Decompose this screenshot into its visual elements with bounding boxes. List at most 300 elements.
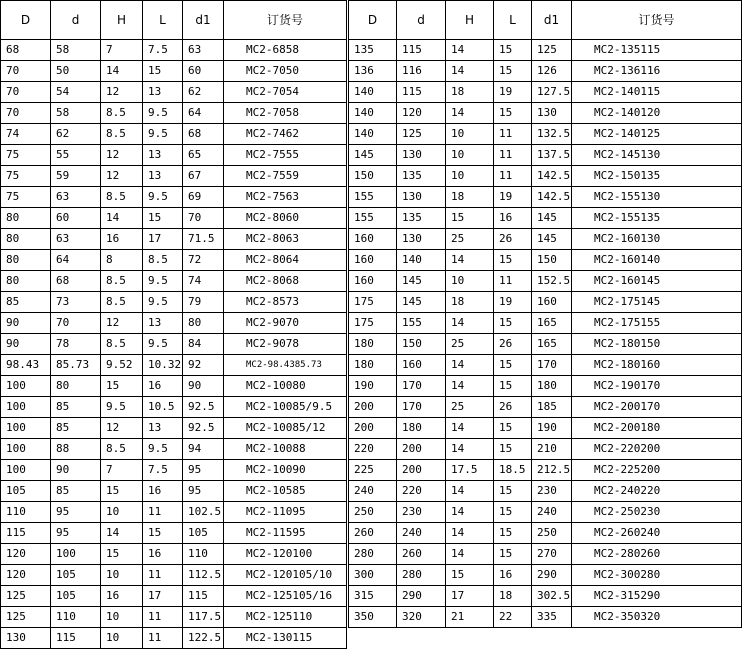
cell-H: 7 <box>101 40 143 61</box>
cell-D: 140 <box>349 103 397 124</box>
cell-D: 160 <box>349 271 397 292</box>
cell-d: 59 <box>51 166 101 187</box>
cell-H: 8.5 <box>101 292 143 313</box>
cell-d: 110 <box>51 607 101 628</box>
cell-d: 85 <box>51 481 101 502</box>
cell-H: 8.5 <box>101 124 143 145</box>
cell-d: 100 <box>51 544 101 565</box>
cell-d1: 62 <box>183 82 224 103</box>
cell-L: 9.5 <box>143 292 183 313</box>
cell-order-number: MC2-7050 <box>224 61 347 82</box>
cell-D: 136 <box>349 61 397 82</box>
cell-d: 260 <box>397 544 446 565</box>
table-row <box>349 103 742 124</box>
cell-d: 240 <box>397 523 446 544</box>
cell-D: 110 <box>1 502 51 523</box>
table-row <box>1 397 347 418</box>
cell-H: 15 <box>446 565 494 586</box>
cell-d1: 137.5 <box>532 145 572 166</box>
cell-H: 12 <box>101 145 143 166</box>
cell-d1: 69 <box>183 187 224 208</box>
cell-order-number: MC2-315290 <box>572 586 742 607</box>
cell-d1: 145 <box>532 229 572 250</box>
cell-L: 15 <box>494 523 532 544</box>
cell-d1: 110 <box>183 544 224 565</box>
cell-d1: 130 <box>532 103 572 124</box>
cell-L: 15 <box>143 208 183 229</box>
cell-order-number: MC2-155135 <box>572 208 742 229</box>
cell-H: 15 <box>101 544 143 565</box>
cell-H: 8.5 <box>101 187 143 208</box>
cell-H: 16 <box>101 586 143 607</box>
cell-H: 8.5 <box>101 439 143 460</box>
header-H: H <box>101 1 143 40</box>
cell-d: 135 <box>397 208 446 229</box>
cell-d: 290 <box>397 586 446 607</box>
cell-d: 85 <box>51 418 101 439</box>
cell-H: 15 <box>101 376 143 397</box>
cell-H: 21 <box>446 607 494 628</box>
cell-D: 98.43 <box>1 355 51 376</box>
cell-D: 315 <box>349 586 397 607</box>
table-row <box>1 250 347 271</box>
cell-H: 14 <box>446 544 494 565</box>
cell-order-number: MC2-125105/16 <box>224 586 347 607</box>
cell-d1: 160 <box>532 292 572 313</box>
cell-d: 80 <box>51 376 101 397</box>
cell-L: 11 <box>494 124 532 145</box>
cell-d: 85 <box>51 397 101 418</box>
cell-H: 9.52 <box>101 355 143 376</box>
cell-D: 140 <box>349 124 397 145</box>
cell-H: 10 <box>101 502 143 523</box>
table-row <box>349 166 742 187</box>
table-row <box>349 292 742 313</box>
cell-D: 90 <box>1 334 51 355</box>
cell-L: 19 <box>494 82 532 103</box>
cell-order-number: MC2-7555 <box>224 145 347 166</box>
cell-D: 100 <box>1 439 51 460</box>
cell-d1: 117.5 <box>183 607 224 628</box>
table-row <box>349 250 742 271</box>
header-L: L <box>494 1 532 40</box>
cell-L: 15 <box>143 61 183 82</box>
cell-order-number: MC2-150135 <box>572 166 742 187</box>
cell-L: 9.5 <box>143 187 183 208</box>
table-row <box>1 586 347 607</box>
cell-H: 12 <box>101 313 143 334</box>
cell-order-number: MC2-175145 <box>572 292 742 313</box>
cell-d1: 67 <box>183 166 224 187</box>
cell-d1: 94 <box>183 439 224 460</box>
cell-order-number: MC2-145130 <box>572 145 742 166</box>
cell-D: 140 <box>349 82 397 103</box>
cell-d1: 150 <box>532 250 572 271</box>
cell-d: 63 <box>51 187 101 208</box>
cell-order-number: MC2-11095 <box>224 502 347 523</box>
cell-d1: 185 <box>532 397 572 418</box>
cell-d: 200 <box>397 460 446 481</box>
table-row <box>1 628 347 649</box>
cell-L: 13 <box>143 82 183 103</box>
cell-L: 11 <box>143 565 183 586</box>
cell-d: 115 <box>397 82 446 103</box>
cell-d: 62 <box>51 124 101 145</box>
cell-D: 300 <box>349 565 397 586</box>
cell-H: 12 <box>101 82 143 103</box>
cell-d: 220 <box>397 481 446 502</box>
cell-order-number: MC2-10090 <box>224 460 347 481</box>
cell-L: 16 <box>143 481 183 502</box>
cell-d: 105 <box>51 565 101 586</box>
cell-H: 14 <box>446 61 494 82</box>
cell-order-number: MC2-140125 <box>572 124 742 145</box>
table-row <box>349 82 742 103</box>
table-row <box>1 229 347 250</box>
cell-D: 100 <box>1 397 51 418</box>
cell-D: 70 <box>1 61 51 82</box>
cell-H: 25 <box>446 334 494 355</box>
cell-D: 130 <box>1 628 51 649</box>
cell-order-number: MC2-160140 <box>572 250 742 271</box>
cell-d1: 102.5 <box>183 502 224 523</box>
table-row <box>1 82 347 103</box>
cell-H: 12 <box>101 166 143 187</box>
cell-d1: 105 <box>183 523 224 544</box>
cell-L: 16 <box>494 208 532 229</box>
table-row <box>1 523 347 544</box>
table-row <box>349 544 742 565</box>
cell-order-number: MC2-160145 <box>572 271 742 292</box>
cell-H: 25 <box>446 229 494 250</box>
table-row <box>1 481 347 502</box>
cell-D: 200 <box>349 418 397 439</box>
header-d1: d1 <box>183 1 224 40</box>
header-row <box>1 1 347 40</box>
cell-d: 130 <box>397 229 446 250</box>
cell-L: 9.5 <box>143 334 183 355</box>
cell-d1: 142.5 <box>532 187 572 208</box>
cell-order-number: MC2-8573 <box>224 292 347 313</box>
cell-d1: 63 <box>183 40 224 61</box>
table-row <box>349 481 742 502</box>
cell-L: 11 <box>143 628 183 649</box>
table-row <box>1 460 347 481</box>
cell-order-number: MC2-240220 <box>572 481 742 502</box>
cell-d1: 92 <box>183 355 224 376</box>
cell-d: 180 <box>397 418 446 439</box>
cell-L: 22 <box>494 607 532 628</box>
table-row <box>349 439 742 460</box>
cell-d1: 71.5 <box>183 229 224 250</box>
cell-order-number: MC2-190170 <box>572 376 742 397</box>
cell-d1: 240 <box>532 502 572 523</box>
cell-order-number: MC2-200180 <box>572 418 742 439</box>
cell-order-number: MC2-200170 <box>572 397 742 418</box>
table-row <box>349 376 742 397</box>
cell-L: 7.5 <box>143 40 183 61</box>
table-row <box>349 61 742 82</box>
cell-order-number: MC2-300280 <box>572 565 742 586</box>
cell-d1: 170 <box>532 355 572 376</box>
cell-L: 13 <box>143 145 183 166</box>
cell-d: 130 <box>397 145 446 166</box>
cell-L: 15 <box>494 61 532 82</box>
cell-D: 175 <box>349 292 397 313</box>
cell-d: 120 <box>397 103 446 124</box>
cell-order-number: MC2-260240 <box>572 523 742 544</box>
cell-H: 14 <box>446 523 494 544</box>
table-row <box>1 124 347 145</box>
cell-d1: 68 <box>183 124 224 145</box>
cell-d1: 270 <box>532 544 572 565</box>
cell-D: 80 <box>1 208 51 229</box>
cell-d1: 165 <box>532 334 572 355</box>
cell-L: 18 <box>494 586 532 607</box>
table-row <box>349 565 742 586</box>
cell-H: 15 <box>101 481 143 502</box>
table-row <box>1 103 347 124</box>
cell-L: 8.5 <box>143 250 183 271</box>
table-row <box>349 523 742 544</box>
cell-d1: 80 <box>183 313 224 334</box>
cell-H: 14 <box>446 502 494 523</box>
cell-L: 19 <box>494 187 532 208</box>
cell-order-number: MC2-10080 <box>224 376 347 397</box>
cell-L: 26 <box>494 229 532 250</box>
cell-H: 10 <box>446 271 494 292</box>
cell-order-number: MC2-180160 <box>572 355 742 376</box>
cell-H: 25 <box>446 397 494 418</box>
cell-H: 8.5 <box>101 334 143 355</box>
cell-d: 140 <box>397 250 446 271</box>
cell-H: 14 <box>446 250 494 271</box>
cell-d: 95 <box>51 523 101 544</box>
cell-order-number: MC2-7462 <box>224 124 347 145</box>
table-row <box>1 565 347 586</box>
cell-d1: 210 <box>532 439 572 460</box>
cell-order-number: MC2-175155 <box>572 313 742 334</box>
table-row <box>349 502 742 523</box>
header-d: d <box>51 1 101 40</box>
cell-D: 280 <box>349 544 397 565</box>
table-row <box>349 418 742 439</box>
cell-order-number: MC2-11595 <box>224 523 347 544</box>
cell-L: 15 <box>494 544 532 565</box>
cell-order-number: MC2-7058 <box>224 103 347 124</box>
cell-L: 26 <box>494 334 532 355</box>
cell-D: 70 <box>1 82 51 103</box>
cell-d1: 132.5 <box>532 124 572 145</box>
header-row <box>349 1 742 40</box>
cell-d: 58 <box>51 103 101 124</box>
left-table-body <box>1 40 347 649</box>
cell-D: 115 <box>1 523 51 544</box>
cell-order-number: MC2-155130 <box>572 187 742 208</box>
right-table <box>348 0 742 628</box>
cell-order-number: MC2-10085/12 <box>224 418 347 439</box>
table-row <box>1 376 347 397</box>
cell-order-number: MC2-10088 <box>224 439 347 460</box>
cell-d1: 190 <box>532 418 572 439</box>
cell-L: 13 <box>143 418 183 439</box>
cell-L: 15 <box>494 502 532 523</box>
cell-H: 9.5 <box>101 397 143 418</box>
cell-d: 125 <box>397 124 446 145</box>
cell-D: 260 <box>349 523 397 544</box>
cell-L: 9.5 <box>143 124 183 145</box>
cell-D: 240 <box>349 481 397 502</box>
cell-order-number: MC2-8068 <box>224 271 347 292</box>
cell-order-number: MC2-136116 <box>572 61 742 82</box>
cell-H: 14 <box>101 61 143 82</box>
cell-H: 14 <box>446 355 494 376</box>
cell-H: 14 <box>446 418 494 439</box>
cell-d: 85.73 <box>51 355 101 376</box>
cell-D: 125 <box>1 586 51 607</box>
table-row <box>349 397 742 418</box>
cell-order-number: MC2-225200 <box>572 460 742 481</box>
table-row <box>1 439 347 460</box>
cell-order-number: MC2-7054 <box>224 82 347 103</box>
cell-D: 75 <box>1 166 51 187</box>
cell-d: 116 <box>397 61 446 82</box>
cell-d1: 92.5 <box>183 418 224 439</box>
table-row <box>1 271 347 292</box>
table-row <box>1 40 347 61</box>
cell-d1: 92.5 <box>183 397 224 418</box>
cell-D: 160 <box>349 229 397 250</box>
cell-H: 14 <box>446 481 494 502</box>
table-row <box>349 145 742 166</box>
cell-order-number: MC2-140120 <box>572 103 742 124</box>
cell-d: 105 <box>51 586 101 607</box>
cell-order-number: MC2-220200 <box>572 439 742 460</box>
cell-D: 74 <box>1 124 51 145</box>
table-row <box>349 607 742 628</box>
cell-D: 75 <box>1 145 51 166</box>
header-d: d <box>397 1 446 40</box>
cell-d1: 145 <box>532 208 572 229</box>
cell-order-number: MC2-7563 <box>224 187 347 208</box>
cell-d: 88 <box>51 439 101 460</box>
cell-d: 78 <box>51 334 101 355</box>
cell-H: 8.5 <box>101 271 143 292</box>
cell-L: 15 <box>494 40 532 61</box>
cell-d: 58 <box>51 40 101 61</box>
table-row <box>349 229 742 250</box>
cell-L: 9.5 <box>143 103 183 124</box>
cell-L: 13 <box>143 166 183 187</box>
cell-d1: 180 <box>532 376 572 397</box>
cell-d: 200 <box>397 439 446 460</box>
cell-H: 14 <box>446 313 494 334</box>
cell-order-number: MC2-160130 <box>572 229 742 250</box>
header-L: L <box>143 1 183 40</box>
table-row <box>1 607 347 628</box>
cell-D: 160 <box>349 250 397 271</box>
cell-order-number: MC2-180150 <box>572 334 742 355</box>
cell-L: 17 <box>143 586 183 607</box>
table-row <box>349 355 742 376</box>
cell-H: 17.5 <box>446 460 494 481</box>
cell-L: 17 <box>143 229 183 250</box>
table-row <box>349 313 742 334</box>
cell-order-number: MC2-135115 <box>572 40 742 61</box>
cell-d1: 152.5 <box>532 271 572 292</box>
cell-D: 80 <box>1 271 51 292</box>
cell-d: 68 <box>51 271 101 292</box>
cell-order-number: MC2-7559 <box>224 166 347 187</box>
cell-D: 100 <box>1 376 51 397</box>
cell-L: 15 <box>494 376 532 397</box>
cell-d1: 302.5 <box>532 586 572 607</box>
cell-d: 145 <box>397 271 446 292</box>
cell-L: 15 <box>494 481 532 502</box>
cell-D: 350 <box>349 607 397 628</box>
cell-d: 230 <box>397 502 446 523</box>
cell-L: 9.5 <box>143 439 183 460</box>
cell-d: 320 <box>397 607 446 628</box>
cell-d1: 230 <box>532 481 572 502</box>
cell-H: 10 <box>446 166 494 187</box>
cell-D: 120 <box>1 544 51 565</box>
cell-order-number: MC2-98.4385.73 <box>224 355 347 376</box>
cell-D: 90 <box>1 313 51 334</box>
cell-L: 11 <box>143 502 183 523</box>
cell-order-number: MC2-10085/9.5 <box>224 397 347 418</box>
cell-d1: 142.5 <box>532 166 572 187</box>
cell-D: 68 <box>1 40 51 61</box>
cell-D: 145 <box>349 145 397 166</box>
cell-H: 10 <box>446 145 494 166</box>
cell-L: 11 <box>494 166 532 187</box>
cell-H: 14 <box>446 439 494 460</box>
cell-D: 150 <box>349 166 397 187</box>
cell-H: 8 <box>101 250 143 271</box>
cell-D: 80 <box>1 229 51 250</box>
cell-L: 15 <box>143 523 183 544</box>
cell-L: 15 <box>494 250 532 271</box>
table-row <box>1 313 347 334</box>
cell-L: 15 <box>494 313 532 334</box>
cell-D: 120 <box>1 565 51 586</box>
cell-order-number: MC2-130115 <box>224 628 347 649</box>
header-order-number: 订货号 <box>224 1 347 40</box>
cell-H: 12 <box>101 418 143 439</box>
table-row <box>349 334 742 355</box>
cell-H: 10 <box>446 124 494 145</box>
table-row <box>1 166 347 187</box>
cell-L: 15 <box>494 355 532 376</box>
cell-H: 18 <box>446 292 494 313</box>
cell-d1: 212.5 <box>532 460 572 481</box>
table-row <box>1 355 347 376</box>
cell-d1: 126 <box>532 61 572 82</box>
cell-d1: 74 <box>183 271 224 292</box>
cell-d: 170 <box>397 376 446 397</box>
cell-order-number: MC2-9070 <box>224 313 347 334</box>
header-order-number: 订货号 <box>572 1 742 40</box>
cell-D: 250 <box>349 502 397 523</box>
table-row <box>349 187 742 208</box>
cell-d1: 335 <box>532 607 572 628</box>
cell-d1: 250 <box>532 523 572 544</box>
cell-D: 70 <box>1 103 51 124</box>
cell-d: 95 <box>51 502 101 523</box>
table-row <box>349 271 742 292</box>
table-row <box>1 502 347 523</box>
